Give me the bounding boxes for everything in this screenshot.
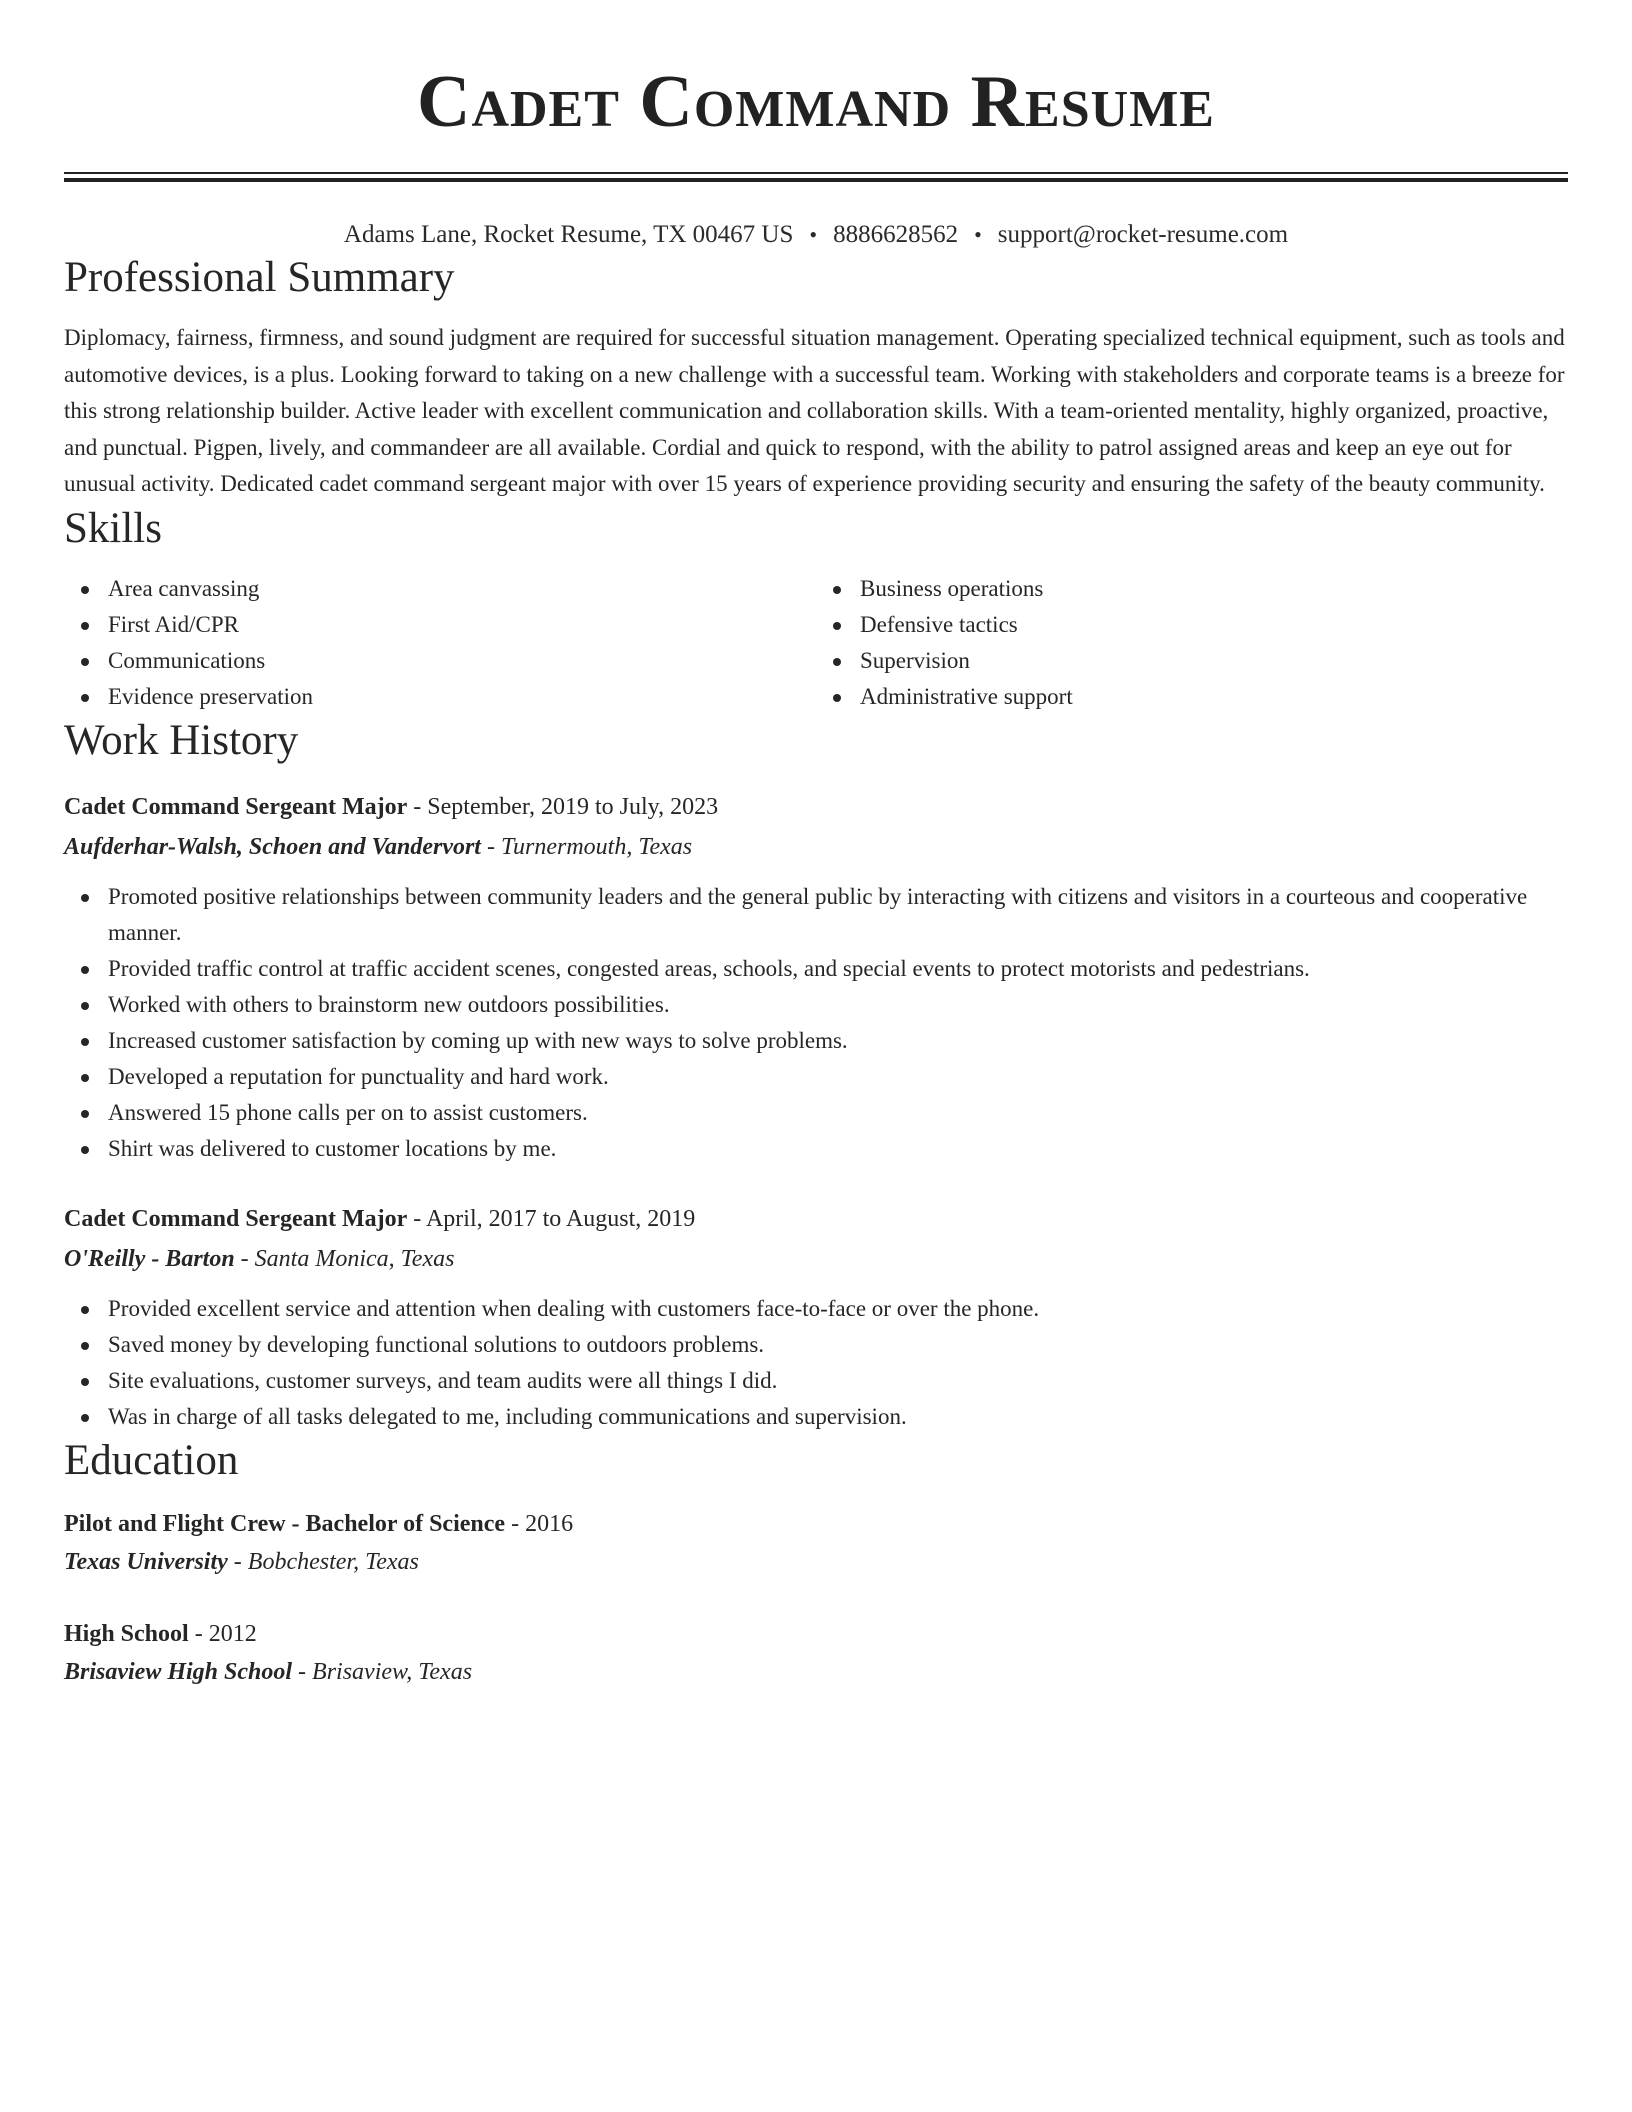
- contact-phone: 8886628562: [833, 221, 959, 248]
- job-duty: Increased customer satisfaction by coming up with new ways to solve problems.: [64, 1023, 1568, 1059]
- employer-location: Santa Monica, Texas: [254, 1245, 455, 1272]
- job-duty: Promoted positive relationships between community leaders and the general public by interacting with citizens and visitors in a courteous and cooperative manner.: [64, 879, 1568, 951]
- job-duty: Shirt was delivered to customer locations by me.: [64, 1131, 1568, 1167]
- skills-right-list: [816, 571, 1568, 715]
- school-location: Bobchester, Texas: [247, 1548, 419, 1575]
- job-title-line: Cadet Command Sergeant Major - September, 2019 to July, 2023: [64, 793, 719, 820]
- skill-item: Defensive tactics: [816, 607, 1568, 643]
- employer-location: Turnermouth, Texas: [500, 833, 693, 860]
- job-duty: Worked with others to brainstorm new outdoors possibilities.: [64, 987, 1568, 1023]
- employer-line: O'Reilly - Barton - Santa Monica, Texas: [64, 1245, 455, 1272]
- job-entry: [64, 1199, 1568, 1435]
- school-name: Brisaview High School: [64, 1658, 293, 1685]
- contact-email: support@rocket-resume.com: [997, 221, 1289, 248]
- graduation-year: 2016: [525, 1510, 574, 1537]
- skills-columns: [64, 571, 1568, 715]
- job-entry: [64, 787, 1568, 1167]
- employer-line: Aufderhar-Walsh, Schoen and Vandervort - Turnermouth, Texas: [64, 833, 693, 860]
- contact-separator: •: [809, 222, 818, 247]
- education-entry: [64, 1615, 1568, 1691]
- summary-heading: Professional Summary: [64, 254, 455, 301]
- education-entry: [64, 1505, 1568, 1581]
- job-title: Cadet Command Sergeant Major: [64, 1205, 408, 1232]
- employer-name: Aufderhar-Walsh, Schoen and Vandervort: [64, 833, 481, 860]
- skills-heading: Skills: [64, 504, 162, 552]
- job-duty: Provided excellent service and attention when dealing with customers face-to-face or over the phone.: [64, 1291, 1568, 1327]
- contact-address: Adams Lane, Rocket Resume, TX 00467 US: [343, 221, 794, 248]
- skill-item: Evidence preservation: [64, 679, 816, 715]
- graduation-year: 2012: [208, 1620, 257, 1647]
- skill-item: Administrative support: [816, 679, 1568, 715]
- degree-name: High School: [64, 1620, 189, 1647]
- skill-item: Supervision: [816, 643, 1568, 679]
- employer-name: O'Reilly - Barton: [64, 1245, 235, 1272]
- skill-item: Communications: [64, 643, 816, 679]
- job-duties-list: [64, 879, 1568, 1167]
- skills-left-list: [64, 571, 816, 715]
- degree-line: High School - 2012: [64, 1620, 257, 1647]
- job-duties-list: [64, 1291, 1568, 1435]
- skill-item: Area canvassing: [64, 571, 816, 607]
- contact-separator: •: [974, 222, 982, 247]
- job-title: Cadet Command Sergeant Major: [64, 793, 408, 820]
- school-line: Brisaview High School - Brisaview, Texas: [64, 1658, 473, 1685]
- job-duty: Site evaluations, customer surveys, and team audits were all things I did.: [64, 1363, 1568, 1399]
- school-name: Texas University: [64, 1548, 228, 1575]
- work-history-heading: Work History: [64, 716, 299, 764]
- skill-item: First Aid/CPR: [64, 607, 816, 643]
- degree-name: Pilot and Flight Crew - Bachelor of Science: [64, 1510, 506, 1537]
- education-heading: Education: [64, 1436, 239, 1484]
- job-dates: April, 2017 to August, 2019: [425, 1205, 696, 1232]
- job-duty: Developed a reputation for punctuality and hard work.: [64, 1059, 1568, 1095]
- job-duty: Saved money by developing functional solutions to outdoors problems.: [64, 1327, 1568, 1363]
- job-title-line: Cadet Command Sergeant Major - April, 2017 to August, 2019: [64, 1205, 696, 1232]
- job-duty: Answered 15 phone calls per on to assist customers.: [64, 1095, 1568, 1131]
- degree-line: Pilot and Flight Crew - Bachelor of Science - 2016: [64, 1510, 574, 1537]
- school-line: Texas University - Bobchester, Texas: [64, 1548, 419, 1575]
- job-duty: Provided traffic control at traffic accident scenes, congested areas, schools, and special events to protect motorists and pedestrians.: [64, 951, 1568, 987]
- resume-title: Cadet Command Resume: [417, 61, 1215, 143]
- title-divider: [64, 172, 1568, 182]
- skill-item: Business operations: [816, 571, 1568, 607]
- school-location: Brisaview, Texas: [312, 1658, 473, 1685]
- contact-line: [64, 218, 1568, 252]
- job-duty: Was in charge of all tasks delegated to me, including communications and supervision.: [64, 1399, 1568, 1435]
- summary-text: Diplomacy, fairness, firmness, and sound judgment are required for successful situation management. Operating specialized technical equipment, such as tools and automotive devices, is a plus. Looking forward to taking on a new challenge with a successful team. Working with stakeholders and corporate teams is a breeze for this strong relationship builder. Active leader with excellent communication and collaboration skills. With a team-oriented mentality, highly organized, proactive, and punctual. Pigpen, lively, and commandeer are all available. Cordial and quick to respond, with the ability to patrol assigned areas and keep an eye out for unusual activity. Dedicated cadet command sergeant major with over 15 years of experience providing security and ensuring the safety of the beauty community.: [64, 325, 1565, 496]
- job-dates: September, 2019 to July, 2023: [427, 793, 719, 820]
